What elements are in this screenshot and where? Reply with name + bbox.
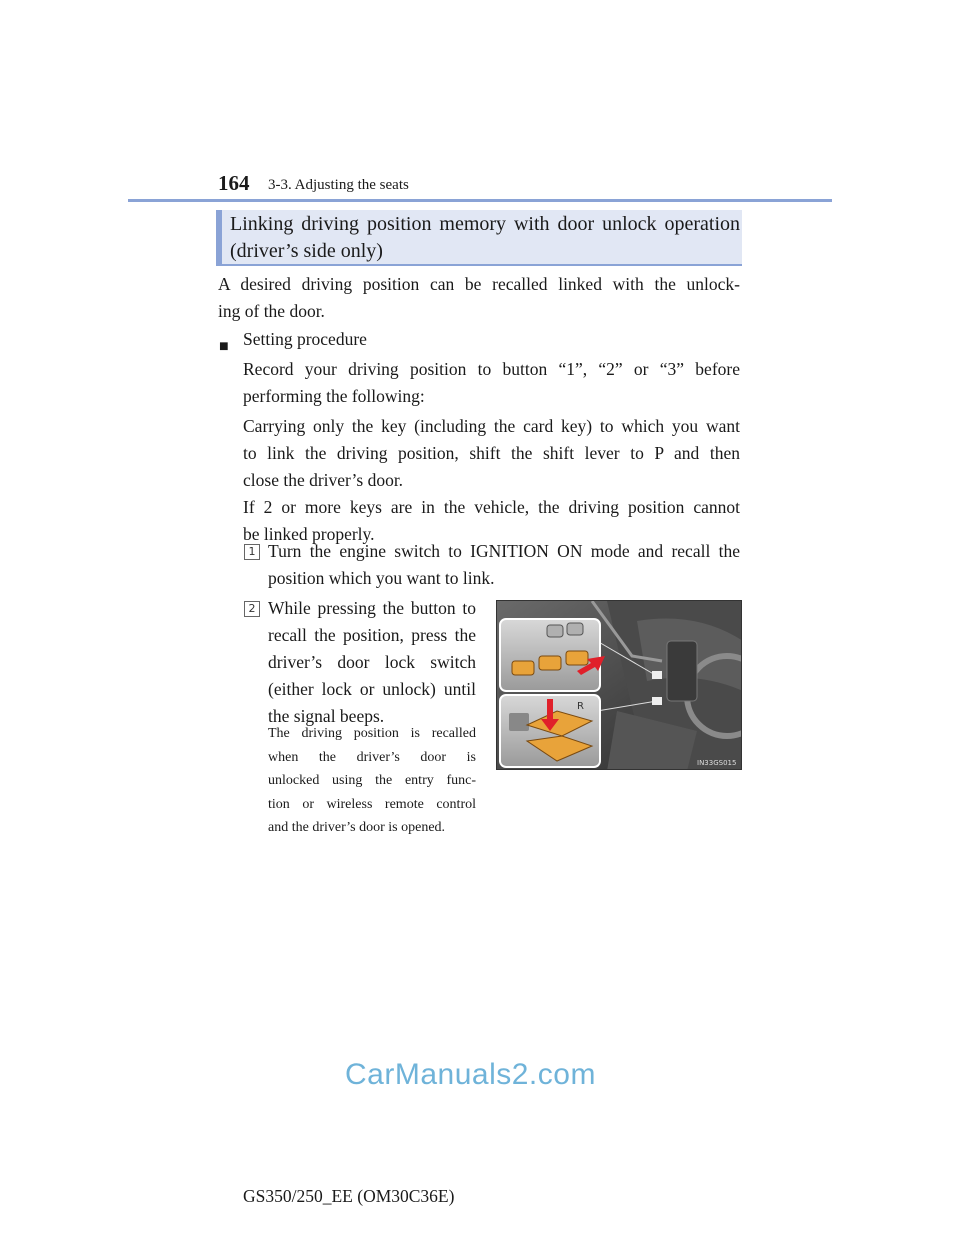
step-2-line-5: the signal beeps. [268,706,385,726]
step-2-line-1: While pressing the button to [268,598,476,618]
topic-heading [216,210,742,266]
footer-model: GS350/250_EE (OM30C36E) [243,1186,455,1206]
step-1-badge: 1 [244,544,260,560]
section-title: 3-3. Adjusting the seats [268,177,409,193]
door-lock-switch-inset [500,695,600,767]
memory-switch-inset [500,619,605,691]
step-2-line-4: (either lock or unlock) until [268,679,476,699]
p1-line-1: Record your driving position to button “1”, “2” or “3” before [243,359,740,379]
note-line-3: unlocked using the entry func- [268,773,476,788]
step-2-text [268,595,476,730]
step-1-line-2: position which you want to link. [268,568,495,588]
heading-line-1: Linking driving position memory with door unlock operation [230,213,740,235]
intro-line-2: ing of the door. [218,301,325,321]
figure-code: IN33GS015 [697,759,737,767]
setting-paragraph-1 [243,356,740,410]
recall-note [268,722,476,840]
p2-line-3: close the driver’s door. [243,470,404,490]
step-1-line-1: Turn the engine switch to IGNITION ON mode and recall the [268,541,740,561]
note-line-1: The driving position is recalled [268,726,476,741]
step-2-line-3: driver’s door lock switch [268,652,476,672]
p2-line-2: to link the driving position, shift the shift lever to P and then [243,443,740,463]
watermark-logo: CarManuals2.com [345,1058,596,1091]
svg-text:R: R [577,701,584,712]
step-2-badge: 2 [244,601,260,617]
note-line-5: and the driver’s door is opened. [268,820,446,835]
intro-paragraph [218,271,740,325]
intro-line-1: A desired driving position can be recalled linked with the unlock- [218,274,740,294]
p2-line-1: Carrying only the key (including the card key) to which you want [243,416,740,436]
setting-title: Setting procedure [243,329,367,349]
page-number: 164 [218,171,250,195]
heading-line-2: (driver’s side only) [230,240,383,262]
p3-line-2: be linked properly. [243,524,375,544]
step-2-line-2: recall the position, press the [268,625,476,645]
step-1-text [268,538,740,592]
p3-line-1: If 2 or more keys are in the vehicle, the driving position cannot [243,497,740,517]
note-line-2: when the driver’s door is [268,749,476,765]
bullet-square-icon: ■ [219,338,229,355]
header-rule [128,199,832,202]
setting-paragraph-2 [243,413,740,548]
p1-line-2: performing the following: [243,386,425,406]
note-line-4: tion or wireless remote control [268,796,476,812]
door-switch-illustration [496,600,742,770]
